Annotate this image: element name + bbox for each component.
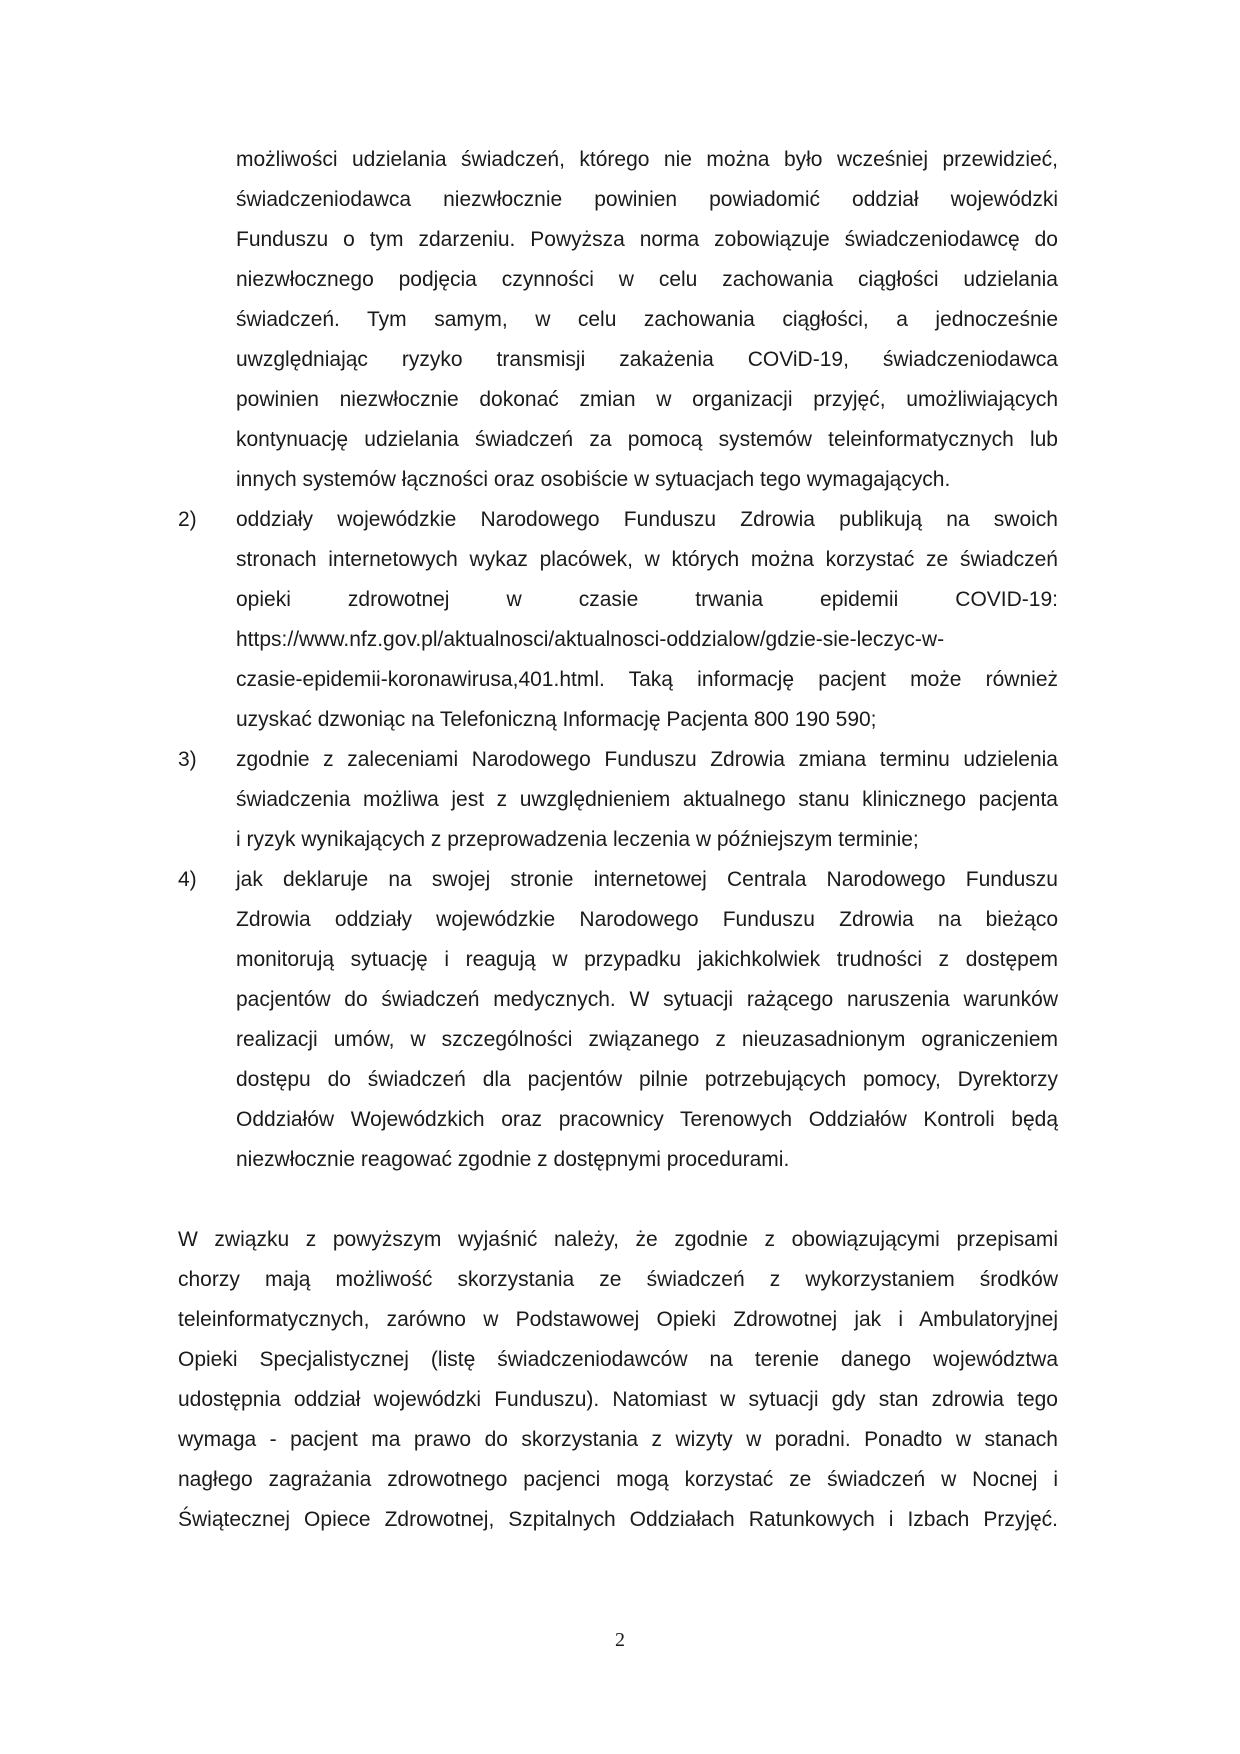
text-line: świadczenia możliwa jest z uwzględnieniem aktualnego stanu klinicznego pacjenta: [236, 788, 1058, 811]
page-number: 2: [615, 1629, 625, 1651]
text-line: i ryzyk wynikających z przeprowadzenia leczenia w późniejszym terminie;: [236, 828, 919, 851]
text-line: uwzględniając ryzyko transmisji zakażenia COViD-19, świadczeniodawca: [236, 348, 1058, 371]
text-line: monitorują sytuację i reagują w przypadku jakichkolwiek trudności z dostępem: [236, 948, 1058, 971]
list-number: 2): [178, 508, 197, 531]
text-line: teleinformatycznych, zarówno w Podstawowej Opieki Zdrowotnej jak i Ambulatoryjnej: [178, 1308, 1058, 1331]
text-line: Zdrowia oddziały wojewódzkie Narodowego Funduszu Zdrowia na bieżąco: [236, 908, 1058, 931]
text-line: zgodnie z zaleceniami Narodowego Funduszu Zdrowia zmiana terminu udzielenia: [236, 748, 1058, 771]
list-number: 4): [178, 868, 197, 891]
text-line: świadczeń. Tym samym, w celu zachowania ciągłości, a jednocześnie: [236, 308, 1058, 331]
text-line: chorzy mają możliwość skorzystania ze świadczeń z wykorzystaniem środków: [178, 1268, 1058, 1291]
text-line: niezwłocznie reagować zgodnie z dostępnymi procedurami.: [236, 1148, 790, 1171]
text-line: kontynuację udzielania świadczeń za pomocą systemów teleinformatycznych lub: [236, 428, 1058, 451]
text-line: pacjentów do świadczeń medycznych. W sytuacji rażącego naruszenia warunków: [236, 988, 1058, 1011]
text-line: Funduszu o tym zdarzeniu. Powyższa norma zobowiązuje świadczeniodawcę do: [236, 228, 1058, 251]
list-number: 3): [178, 748, 197, 771]
text-line: udostępnia oddział wojewódzki Funduszu). Natomiast w sytuacji gdy stan zdrowia tego: [178, 1388, 1058, 1411]
text-line: W związku z powyższym wyjaśnić należy, że zgodnie z obowiązującymi przepisami: [178, 1228, 1058, 1251]
text-line: oddziały wojewódzkie Narodowego Funduszu Zdrowia publikują na swoich: [236, 508, 1058, 531]
text-line: uzyskać dzwoniąc na Telefoniczną Informację Pacjenta 800 190 590;: [236, 708, 877, 731]
text-line: świadczeniodawca niezwłocznie powinien powiadomić oddział wojewódzki: [236, 188, 1058, 211]
text-line: powinien niezwłocznie dokonać zmian w organizacji przyjęć, umożliwiających: [236, 388, 1058, 411]
text-line: Świątecznej Opiece Zdrowotnej, Szpitalnych Oddziałach Ratunkowych i Izbach Przyjęć.: [178, 1508, 1058, 1531]
text-line: czasie-epidemii-koronawirusa,401.html. Taką informację pacjent może również: [236, 668, 1058, 691]
text-line: nagłego zagrażania zdrowotnego pacjenci mogą korzystać ze świadczeń w Nocnej i: [178, 1468, 1058, 1491]
text-line: wymaga - pacjent ma prawo do skorzystania z wizyty w poradni. Ponadto w stanach: [178, 1428, 1058, 1451]
text-line: możliwości udzielania świadczeń, którego nie można było wcześniej przewidzieć,: [236, 148, 1058, 171]
text-line: jak deklaruje na swojej stronie internetowej Centrala Narodowego Funduszu: [236, 868, 1058, 891]
text-line: niezwłocznego podjęcia czynności w celu zachowania ciągłości udzielania: [236, 268, 1058, 291]
url-line: https://www.nfz.gov.pl/aktualnosci/aktualnosci-oddzialow/gdzie-sie-leczyc-w-: [236, 628, 945, 651]
text-line: stronach internetowych wykaz placówek, w których można korzystać ze świadczeń: [236, 548, 1058, 571]
text-line: Opieki Specjalistycznej (listę świadczeniodawców na terenie danego województwa: [178, 1348, 1058, 1371]
text-line: Oddziałów Wojewódzkich oraz pracownicy Terenowych Oddziałów Kontroli będą: [236, 1108, 1058, 1131]
text-line: opieki zdrowotnej w czasie trwania epidemii COVID-19:: [236, 588, 1058, 611]
text-line: innych systemów łączności oraz osobiście w sytuacjach tego wymagających.: [236, 468, 951, 491]
text-line: dostępu do świadczeń dla pacjentów pilnie potrzebujących pomocy, Dyrektorzy: [236, 1068, 1058, 1091]
text-line: realizacji umów, w szczególności związanego z nieuzasadnionym ograniczeniem: [236, 1028, 1058, 1051]
